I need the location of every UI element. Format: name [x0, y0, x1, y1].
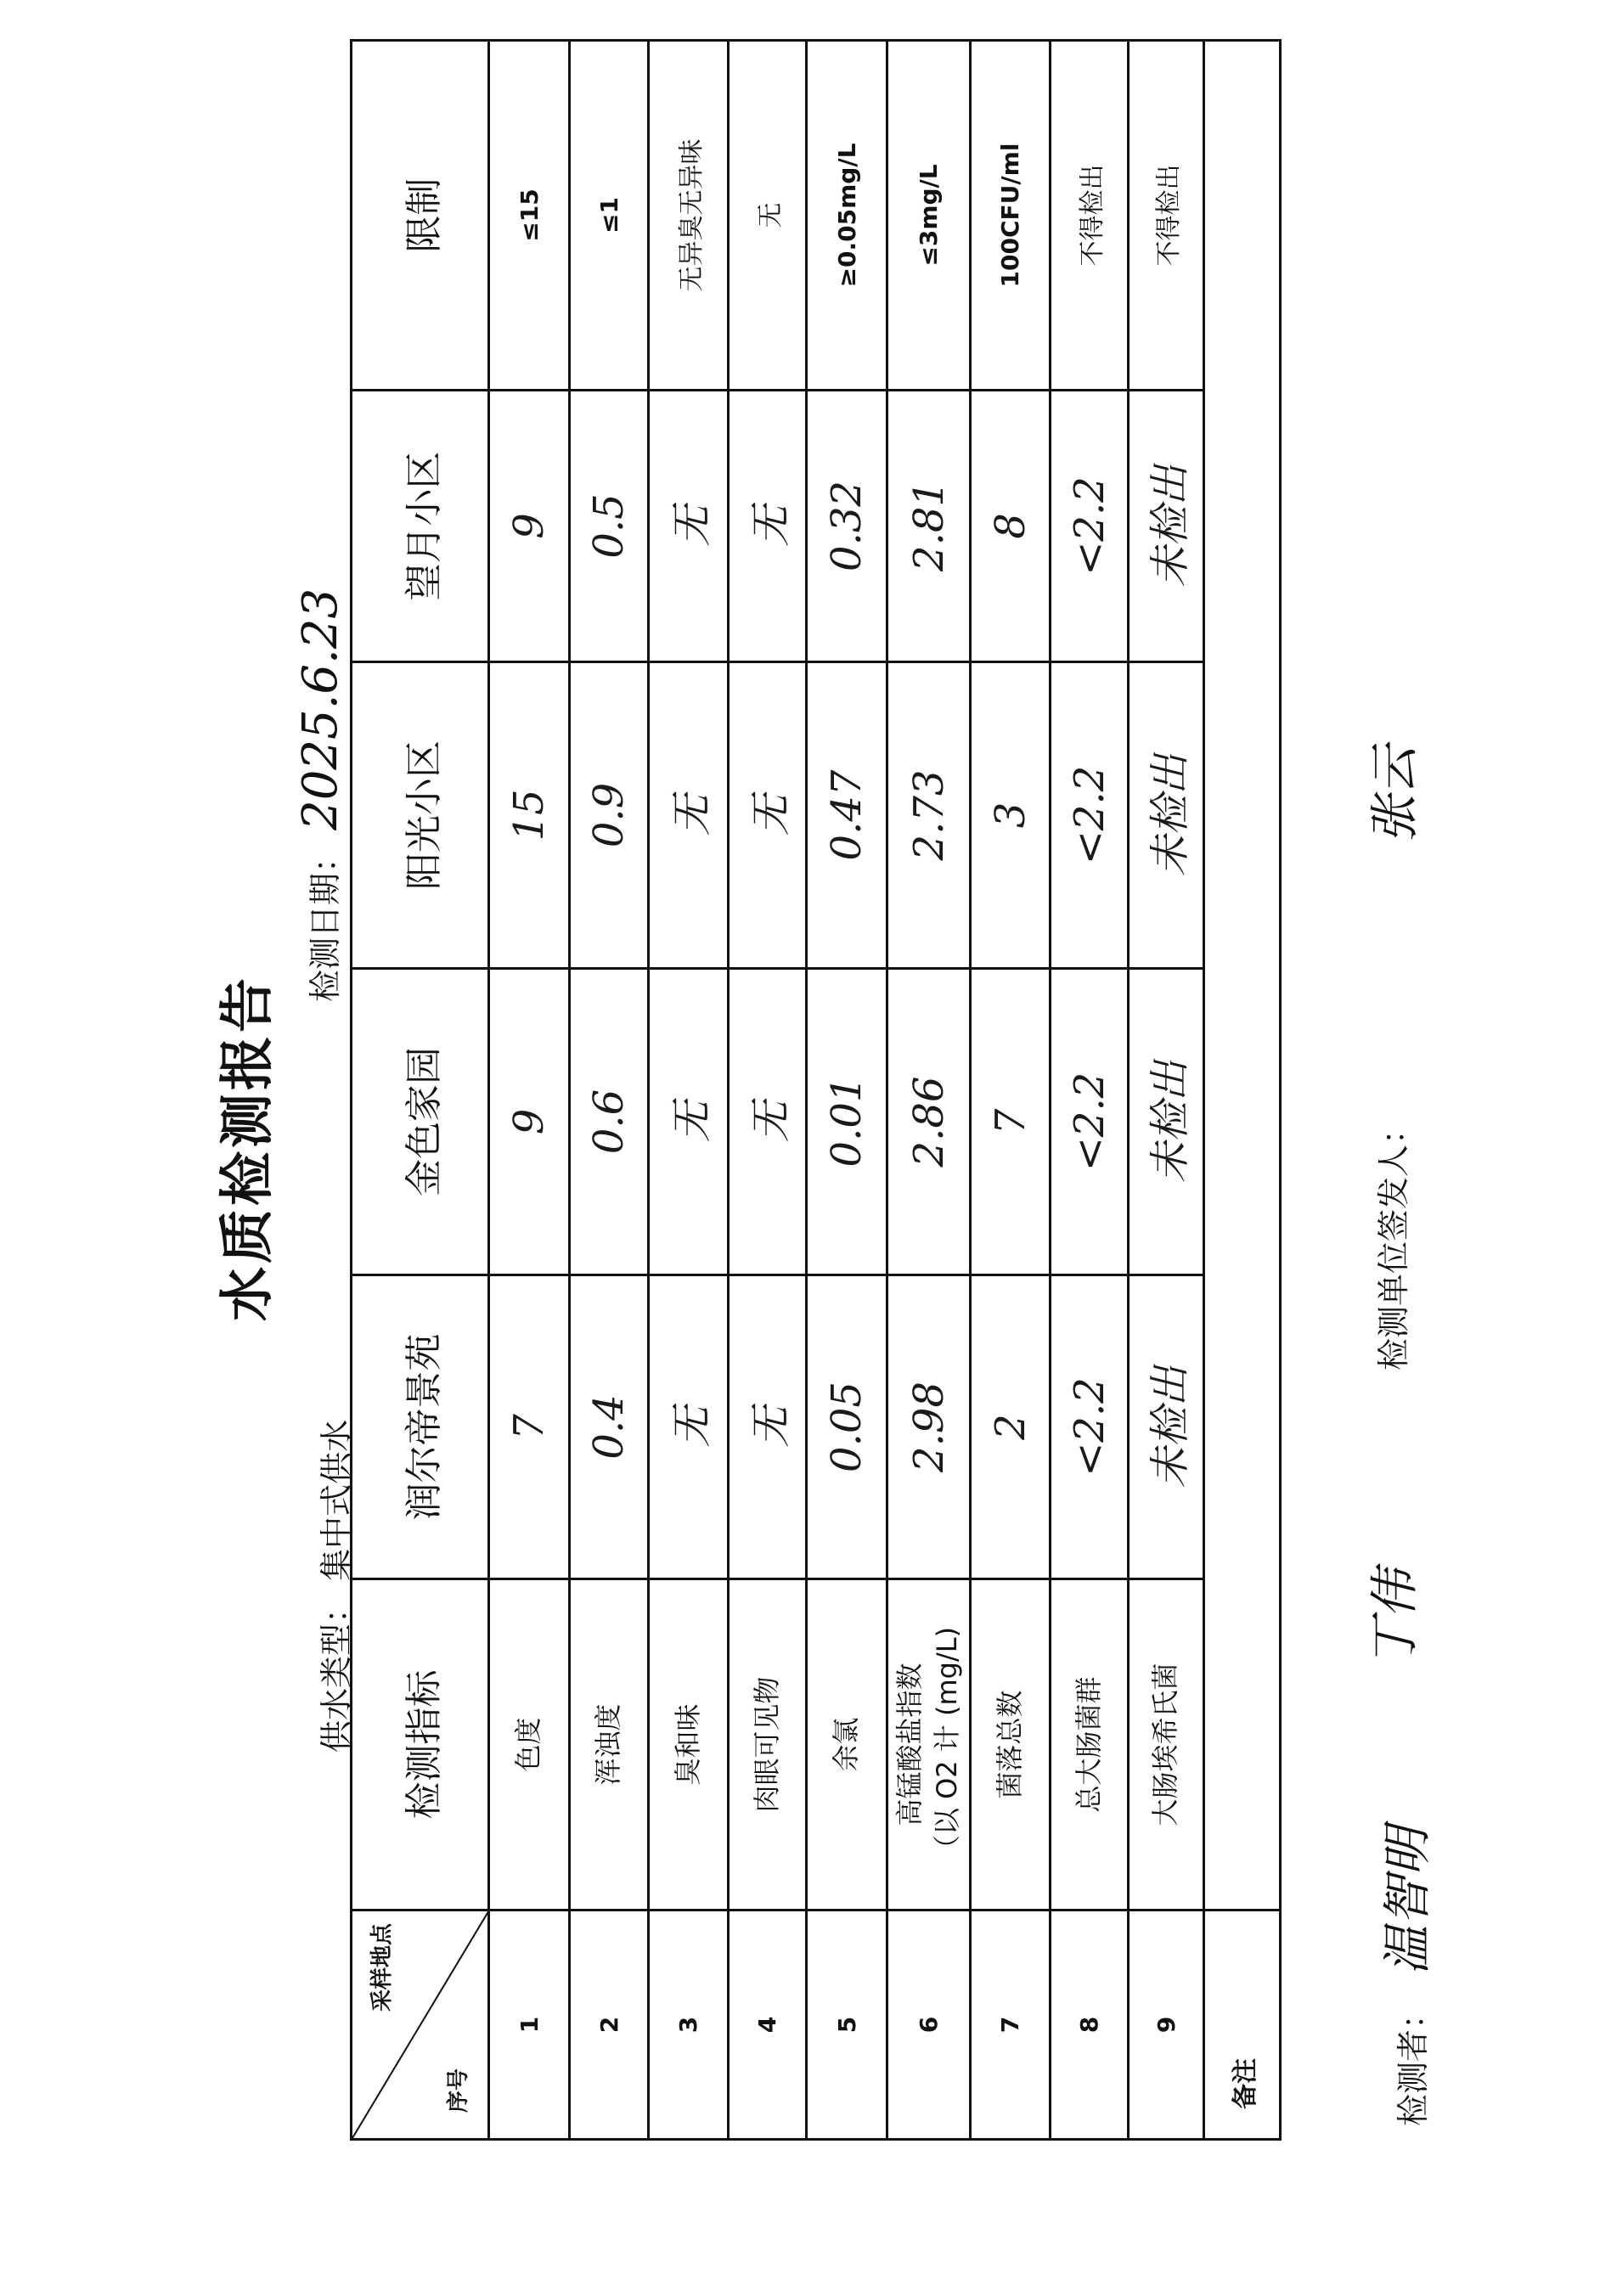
- row-indicator-line1: 高锰酸盐指数: [893, 1663, 927, 1826]
- remark-label: 备注: [1204, 1911, 1281, 2140]
- row-indicator: 大肠埃希氏菌: [1129, 1579, 1204, 1911]
- signer-field: [1367, 1112, 1414, 1370]
- row-indicator: 浑浊度: [570, 1579, 649, 1911]
- row-value: 2.86: [887, 969, 971, 1275]
- row-value: 2: [971, 1275, 1051, 1579]
- table-row: [1051, 41, 1129, 2140]
- table-row: [887, 41, 971, 2140]
- table-row: [807, 41, 887, 2140]
- supply-type-value: 集中式供水: [318, 1419, 355, 1581]
- row-number: 9: [1129, 1911, 1204, 2140]
- row-value: 2.98: [887, 1275, 971, 1579]
- row-value: 0.6: [570, 969, 649, 1275]
- row-limit: ≥0.05mg/L: [807, 41, 887, 391]
- row-value: 0.47: [807, 662, 887, 969]
- col-header-site: 金色家园: [352, 969, 489, 1275]
- table-row: [489, 41, 570, 2140]
- row-number: 1: [489, 1911, 570, 2140]
- row-number: 7: [971, 1911, 1051, 2140]
- page-title: 水质检测报告: [217, 975, 279, 1321]
- corner-label-site: 采样地点: [369, 1923, 395, 2012]
- row-indicator: [887, 1579, 971, 1911]
- row-value: 无: [729, 969, 807, 1275]
- row-value: 未检出: [1129, 391, 1204, 662]
- report-table: [350, 39, 1282, 2141]
- row-value: 无: [729, 662, 807, 969]
- row-value: 0.05: [807, 1275, 887, 1579]
- tester-field: [1367, 1827, 1439, 2126]
- row-limit: ≤1: [570, 41, 649, 391]
- col-header-limit: 限制: [352, 41, 489, 391]
- row-limit: ≤15: [489, 41, 570, 391]
- row-value: 8: [971, 391, 1051, 662]
- corner-cell: [352, 1911, 489, 2140]
- signer-signature: 张云: [1366, 745, 1423, 844]
- table-row: [729, 41, 807, 2140]
- row-value: 未检出: [1129, 662, 1204, 969]
- row-limit: 无异臭无异味: [649, 41, 729, 391]
- supply-type-label: 供水类型：: [318, 1590, 355, 1753]
- row-indicator-line2: （以 O2 计 (mg/L): [930, 1626, 963, 1863]
- row-value: 未检出: [1129, 1275, 1204, 1579]
- col-header-site: 阳光小区: [352, 662, 489, 969]
- row-value: 7: [489, 1275, 570, 1579]
- row-limit: ≤3mg/L: [887, 41, 971, 391]
- table-row: [971, 41, 1051, 2140]
- tester-label: 检测者：: [1394, 1996, 1432, 2126]
- table-row: [649, 41, 729, 2140]
- row-value: 未检出: [1129, 969, 1204, 1275]
- row-number: 5: [807, 1911, 887, 2140]
- row-indicator: 余氯: [807, 1579, 887, 1911]
- row-value: 无: [649, 662, 729, 969]
- row-number: 2: [570, 1911, 649, 2140]
- row-value: <2.2: [1051, 969, 1129, 1275]
- corner-label-no: 序号: [446, 2068, 471, 2113]
- row-indicator: 肉眼可见物: [729, 1579, 807, 1911]
- remark-row: [1204, 41, 1281, 2140]
- tester-signature-2: 丁伟: [1366, 1568, 1423, 1668]
- row-limit: 100CFU/ml: [971, 41, 1051, 391]
- row-indicator: 总大肠菌群: [1051, 1579, 1129, 1911]
- row-number: 3: [649, 1911, 729, 2140]
- row-number: 4: [729, 1911, 807, 2140]
- row-value: 7: [971, 969, 1051, 1275]
- col-header-site: 润尔帝景苑: [352, 1275, 489, 1579]
- col-header-indicator: 检测指标: [352, 1579, 489, 1911]
- row-value: 0.32: [807, 391, 887, 662]
- row-number: 6: [887, 1911, 971, 2140]
- row-value: 0.5: [570, 391, 649, 662]
- row-value: 0.9: [570, 662, 649, 969]
- header-row: [352, 41, 489, 2140]
- row-value: 无: [649, 969, 729, 1275]
- signer-label: 检测单位签发人：: [1375, 1111, 1412, 1370]
- test-date: [293, 588, 348, 1002]
- row-value: 9: [489, 391, 570, 662]
- row-limit: 不得检出: [1129, 41, 1204, 391]
- row-value: 无: [729, 1275, 807, 1579]
- row-indicator: 臭和味: [649, 1579, 729, 1911]
- row-value: 无: [649, 1275, 729, 1579]
- remark-value: [1204, 41, 1281, 1911]
- table-row: [1129, 41, 1204, 2140]
- test-date-label: 检测日期：: [307, 840, 344, 1002]
- row-value: <2.2: [1051, 662, 1129, 969]
- tester-signature: 温智明: [1378, 1826, 1436, 1975]
- row-value: <2.2: [1051, 1275, 1129, 1579]
- row-limit: 不得检出: [1051, 41, 1129, 391]
- row-value: 3: [971, 662, 1051, 969]
- row-value: 15: [489, 662, 570, 969]
- row-value: <2.2: [1051, 391, 1129, 662]
- row-indicator: 色度: [489, 1579, 570, 1911]
- row-value: 无: [649, 391, 729, 662]
- row-limit: 无: [729, 41, 807, 391]
- table-row: [570, 41, 649, 2140]
- row-value: 0.4: [570, 1275, 649, 1579]
- row-value: 2.73: [887, 662, 971, 969]
- row-value: 0.01: [807, 969, 887, 1275]
- row-indicator: 菌落总数: [971, 1579, 1051, 1911]
- row-number: 8: [1051, 1911, 1129, 2140]
- row-value: 2.81: [887, 391, 971, 662]
- col-header-site: 望月小区: [352, 391, 489, 662]
- row-value: 9: [489, 969, 570, 1275]
- test-date-value: 2025.6.23: [293, 588, 348, 830]
- row-value: 无: [729, 391, 807, 662]
